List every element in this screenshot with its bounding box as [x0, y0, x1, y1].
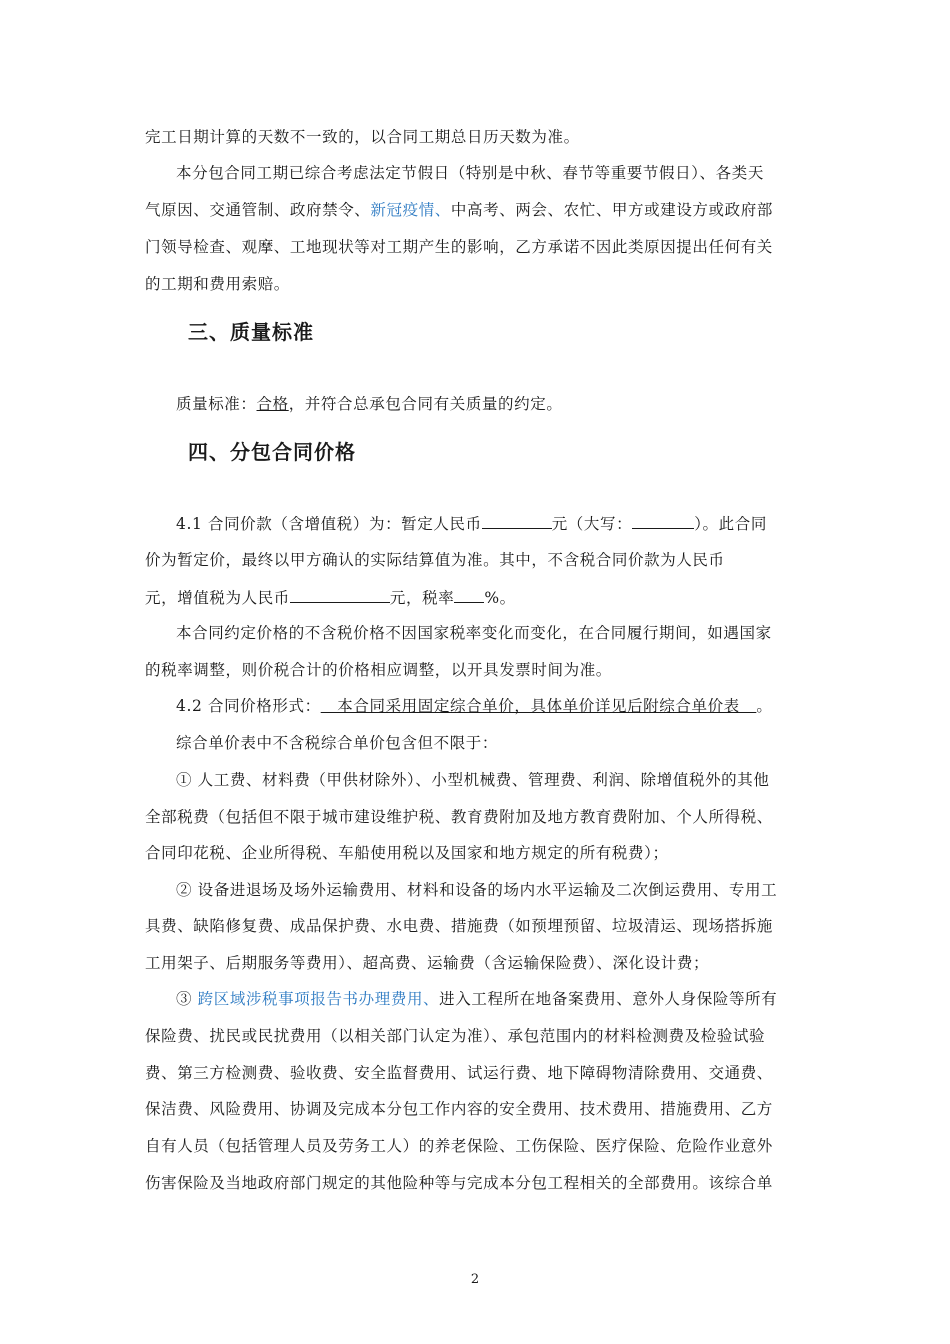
section-heading-quality: 三、质量标准 — [188, 320, 314, 344]
text: 的工期和费用索赔。 — [145, 275, 290, 293]
paragraph-line — [145, 1098, 807, 1120]
text: ③ — [176, 990, 198, 1008]
page-number: 2 — [470, 1272, 480, 1287]
paragraph-line — [145, 1025, 807, 1047]
price-form-value: 本合同采用固定综合单价，具体单价详见后附综合单价表 — [320, 697, 757, 715]
quality-value: 合格 — [256, 395, 289, 413]
section-heading-price: 四、分包合同价格 — [188, 440, 356, 464]
text: 4.1 合同价款（含增值税）为：暂定人民币 — [176, 515, 482, 533]
text: 的税率调整，则价税合计的价格相应调整，以开具发票时间为准。 — [145, 661, 612, 679]
text: 元（大写： — [551, 515, 633, 533]
text: 元，税率 — [389, 589, 455, 607]
text: %。 — [484, 589, 516, 607]
paragraph-line — [145, 1172, 807, 1194]
blank-field — [454, 586, 484, 603]
text: 。 — [756, 697, 773, 715]
paragraph-line — [145, 549, 807, 571]
paragraph-line — [145, 659, 807, 681]
paragraph-line — [145, 586, 807, 609]
blank-field — [290, 586, 390, 603]
blank-field — [482, 512, 552, 529]
text: 合同印花税、企业所得税、车船使用税以及国家和地方规定的所有税费）； — [145, 844, 669, 862]
text: 门领导检查、观摩、工地现状等对工期产生的影响，乙方承诺不因此类原因提出任何有关 — [145, 238, 773, 256]
paragraph-line — [145, 952, 807, 974]
text: 伤害保险及当地政府部门规定的其他险种等与完成本分包工程相关的全部费用。该综合单 — [145, 1174, 773, 1192]
paragraph-line — [145, 1135, 807, 1157]
text: 全部税费（包括但不限于城市建设维护税、教育费附加及地方教育费附加、个人所得税、 — [145, 808, 773, 826]
text: 工用架子、后期服务等费用）、超高费、运输费（含运输保险费）、深化设计费； — [145, 954, 710, 972]
blank-field — [632, 512, 694, 529]
paragraph-line — [176, 769, 807, 791]
highlighted-text: 新冠疫情、 — [370, 201, 451, 219]
paragraph-line — [176, 695, 807, 717]
paragraph-line — [176, 988, 807, 1010]
text: ，并符合总承包合同有关质量的约定。 — [288, 395, 563, 413]
paragraph-line — [145, 842, 807, 864]
paragraph-line — [145, 273, 807, 295]
quality-standard-line — [176, 393, 807, 415]
text: 保洁费、风险费用、协调及完成本分包工作内容的安全费用、技术费用、措施费用、乙方 — [145, 1100, 773, 1118]
paragraph-line — [145, 126, 807, 148]
paragraph-line — [176, 162, 807, 184]
text: 进入工程所在地备案费用、意外人身保险等所有 — [439, 990, 778, 1008]
text: 元，增值税为人民币 — [145, 589, 290, 607]
text: 本分包合同工期已综合考虑法定节假日（特别是中秋、春节等重要节假日）、各类天 — [176, 164, 764, 182]
paragraph-line — [145, 915, 807, 937]
text: 气原因、交通管制、政府禁令、 — [145, 201, 371, 219]
paragraph-line — [176, 879, 807, 901]
text: 中高考、两会、农忙、甲方或建设方或政府部 — [450, 201, 773, 219]
text: 综合单价表中不含税综合单价包含但不限于： — [176, 734, 499, 752]
text: 价为暂定价，最终以甲方确认的实际结算值为准。其中，不含税合同价款为人民币 — [145, 551, 725, 569]
text: 本合同约定价格的不含税价格不因国家税率变化而变化，在合同履行期间，如遇国家 — [176, 624, 772, 642]
text: ② 设备进退场及场外运输费用、材料和设备的场内水平运输及二次倒运费用、专用工 — [176, 881, 778, 899]
text: 质量标准： — [176, 395, 257, 413]
text: ）。此合同 — [694, 515, 767, 533]
paragraph-line — [145, 806, 807, 828]
paragraph-line — [176, 512, 807, 535]
paragraph-line — [145, 199, 807, 221]
text: ① 人工费、材料费（甲供材除外）、小型机械费、管理费、利润、除增值税外的其他 — [176, 771, 770, 789]
paragraph-line — [176, 732, 807, 754]
text: 自有人员（包括管理人员及劳务工人）的养老保险、工伤保险、医疗保险、危险作业意外 — [145, 1137, 773, 1155]
paragraph-line — [176, 622, 807, 644]
text: 完工日期计算的天数不一致的，以合同工期总日历天数为准。 — [145, 128, 580, 146]
paragraph-line — [145, 236, 807, 258]
text: 4.2 合同价格形式： — [176, 697, 321, 715]
text: 具费、缺陷修复费、成品保护费、水电费、措施费（如预埋预留、垃圾清运、现场搭拆施 — [145, 917, 773, 935]
paragraph-line — [145, 1062, 807, 1084]
text: 保险费、扰民或民扰费用（以相关部门认定为准）、承包范围内的材料检测费及检验试验 — [145, 1027, 766, 1045]
highlighted-text: 跨区域涉税事项报告书办理费用、 — [197, 990, 440, 1008]
text: 费、第三方检测费、验收费、安全监督费用、试运行费、地下障碍物清除费用、交通费、 — [145, 1064, 773, 1082]
